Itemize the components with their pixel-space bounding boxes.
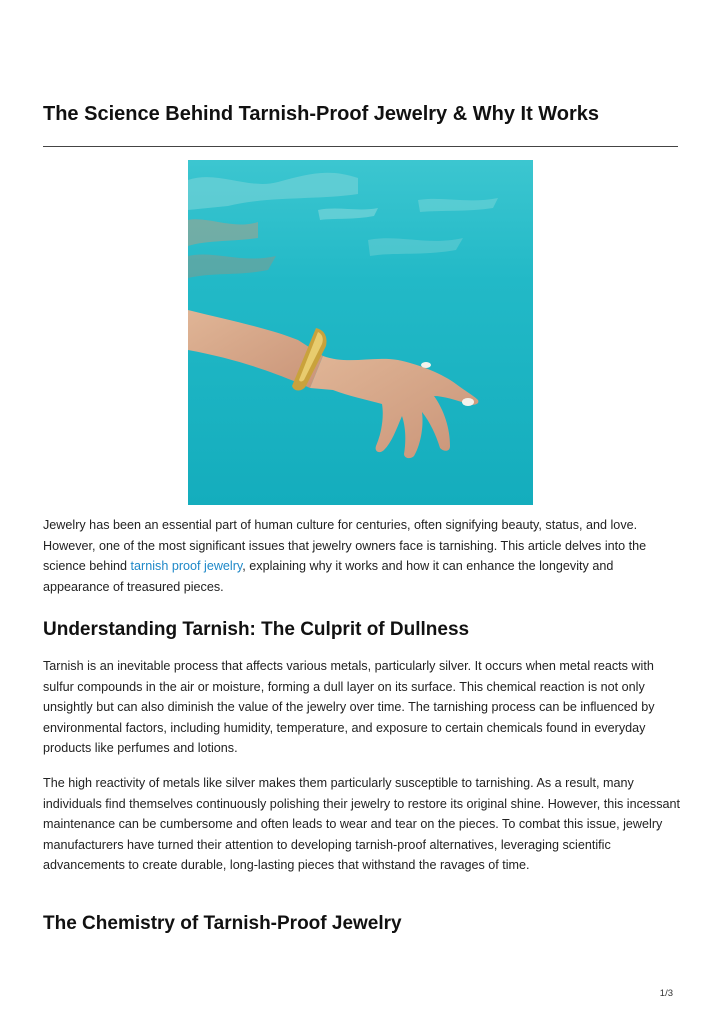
hero-image	[188, 160, 533, 505]
section1-paragraph-1: Tarnish is an inevitable process that affects various metals, particularly silver. It occurs when metal reacts with sulfur compounds in the air or moisture, forming a dull layer on its surface. This chemical reaction is not only unsightly but can also diminish the value of the jewelry over time. The tarnishing process can be influenced by environmental factors, including humidity, temperature, and exposure to certain chemicals found in everyday products like perfumes and lotions.	[43, 659, 655, 756]
section1-paragraph-2: The high reactivity of metals like silver makes them particularly susceptible to tarnishing. As a result, many individuals find themselves continuously polishing their jewelry to restore its original shine. However, this incessant maintenance can be cumbersome and often leads to wear and tear on the pieces. To combat this issue, jewelry manufacturers have turned their attention to developing tarnish-proof alternatives, leveraging scientific advancements to create durable, long-lasting pieces that withstand the ravages of time.	[43, 776, 680, 873]
intro-text-end: , explaining why it works and how it can enhance the longevity and appearance of treasured pieces.	[43, 559, 614, 594]
tarnish-proof-jewelry-link[interactable]: tarnish proof jewelry	[130, 559, 243, 574]
page-title: The Science Behind Tarnish-Proof Jewelry & Why It Works	[43, 103, 600, 125]
section-heading-chemistry: The Chemistry of Tarnish-Proof Jewelry	[43, 913, 402, 934]
section-heading-understanding-tarnish: Understanding Tarnish: The Culprit of Dullness	[43, 619, 470, 640]
intro-text-start: Jewelry has been an essential part of human culture for centuries, often signifying beauty, status, and love. However, one of the most significant issues that jewelry owners face is tarnishing. This article delves into the science behind	[43, 518, 647, 574]
page-number: 1/3	[659, 988, 673, 999]
title-divider	[43, 146, 678, 147]
intro-paragraph	[43, 515, 681, 597]
